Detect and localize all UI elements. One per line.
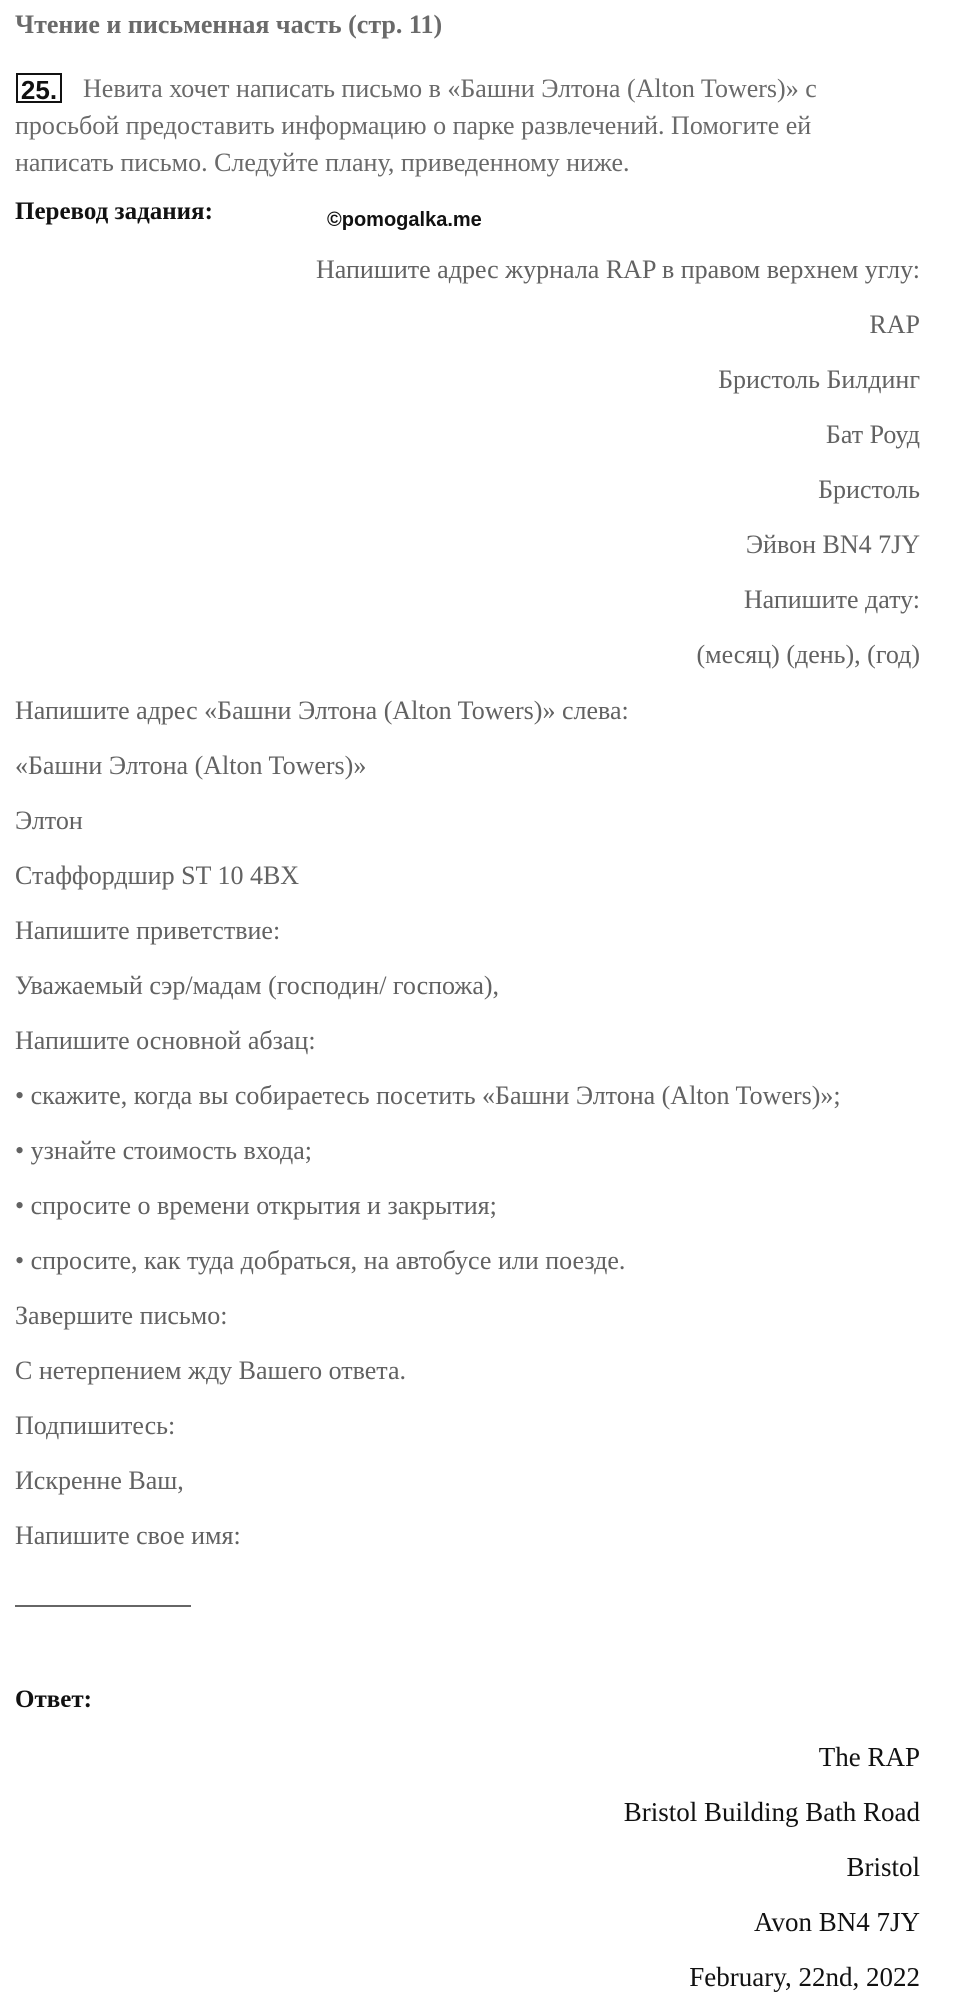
right-instruction-line: Бристоль [818, 475, 920, 504]
translation-title: Перевод задания: [15, 198, 213, 225]
answer-address-line: Bristol [846, 1852, 920, 1882]
right-instruction-line: Напишите дату: [743, 585, 920, 614]
task-text: Невита хочет написать письмо в «Башни Элтона (Alton Towers)» с просьбой предоставить информацию о парке развлечений. Помогите ей написать письмо. Следуйте плану, приведенному ниже. [15, 74, 817, 177]
answer-address-line: Avon BN4 7JY [753, 1907, 920, 1937]
answer-title: Ответ: [15, 1686, 92, 1713]
signature-line [15, 1605, 191, 1607]
left-instruction-line: С нетерпением жду Вашего ответа. [15, 1356, 407, 1385]
page-heading: Чтение и письменная часть (стр. 11) [15, 10, 443, 39]
right-instruction-line: (месяц) (день), (год) [696, 640, 920, 669]
left-instruction-line: Элтон [15, 806, 83, 835]
answer-address-line: Bristol Building Bath Road [623, 1797, 920, 1827]
right-instruction-line: Эйвон BN4 7JY [745, 530, 920, 559]
task-number-box: 25. [16, 73, 62, 103]
left-instruction-line: Уважаемый сэр/мадам (господин/ госпожа), [15, 971, 500, 1000]
answer-date-line: February, 22nd, 2022 [689, 1962, 920, 1992]
answer-address-line: The RAP [818, 1742, 920, 1772]
left-instruction-line: Искренне Ваш, [15, 1466, 184, 1495]
left-instruction-line: Напишите приветствие: [15, 916, 281, 945]
left-instruction-line: Стаффордшир ST 10 4BX [15, 861, 300, 890]
left-instruction-line: Напишите основной абзац: [15, 1026, 316, 1055]
right-instruction-line: Бристоль Билдинг [718, 365, 920, 394]
bullet-line: • спросите о времени открытия и закрытия; [15, 1191, 497, 1220]
bullet-line: • спросите, как туда добраться, на автобусе или поезде. [15, 1246, 626, 1275]
left-instruction-line: Подпишитесь: [15, 1411, 176, 1440]
watermark: ©pomogalka.me [327, 209, 482, 231]
left-instruction-line: Напишите адрес «Башни Элтона (Alton Towers)» слева: [15, 696, 629, 725]
bullet-line: • узнайте стоимость входа; [15, 1136, 313, 1165]
left-instruction-line: «Башни Элтона (Alton Towers)» [15, 751, 367, 780]
right-instruction-line: Бат Роуд [825, 420, 920, 449]
left-instruction-line: Напишите свое имя: [15, 1521, 241, 1550]
left-instruction-line: Завершите письмо: [15, 1301, 228, 1330]
right-instruction-line: RAP [869, 310, 920, 339]
right-instruction-line: Напишите адрес журнала RAP в правом верхнем углу: [316, 255, 920, 284]
bullet-line: • скажите, когда вы собираетесь посетить «Башни Элтона (Alton Towers)»; [15, 1081, 841, 1110]
